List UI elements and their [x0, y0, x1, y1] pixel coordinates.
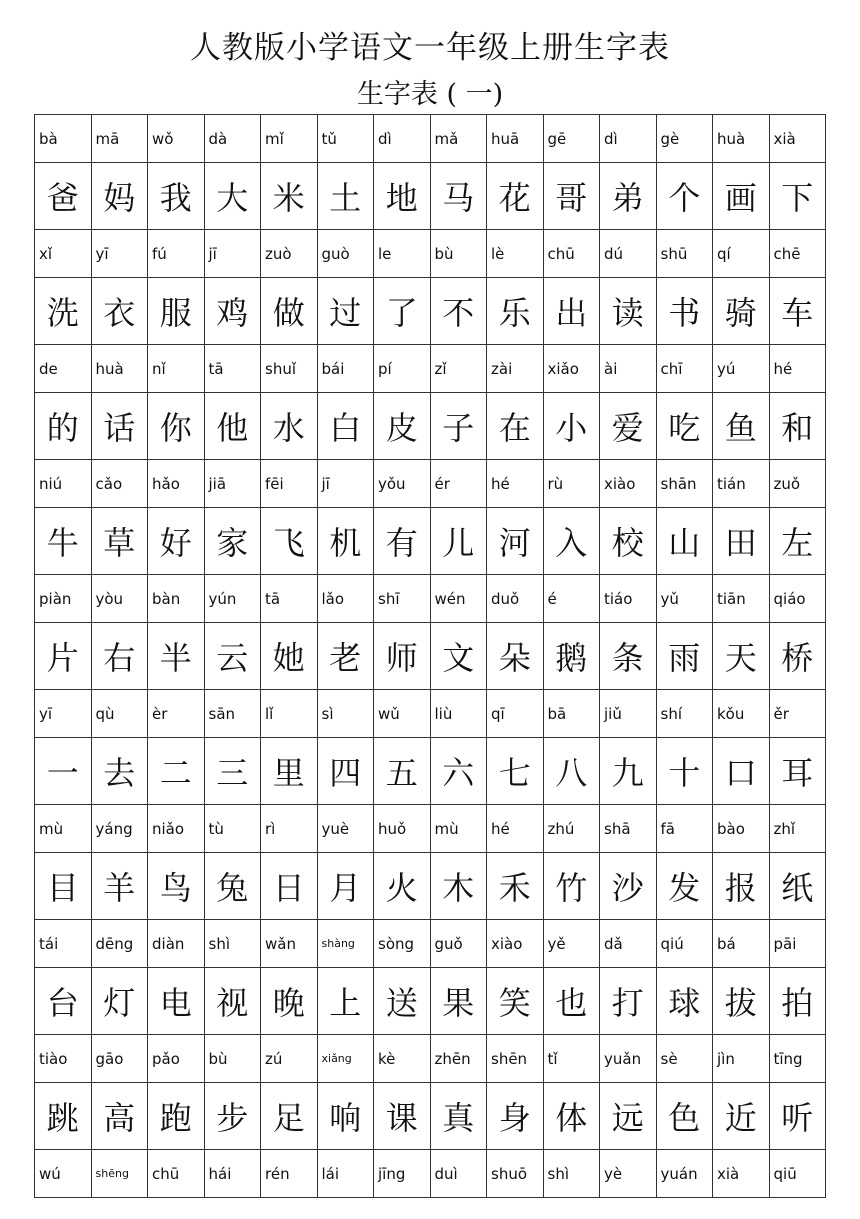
pinyin-cell: hé [769, 345, 826, 393]
pinyin-cell: wǒ [148, 115, 205, 163]
pinyin-row [35, 690, 826, 738]
character-cell: 做 [261, 278, 318, 345]
character-cell: 足 [261, 1083, 318, 1150]
pinyin-cell: nǐ [148, 345, 205, 393]
document-title: 人教版小学语文一年级上册生字表 [190, 30, 670, 66]
pinyin-cell: tiáo [600, 575, 657, 623]
pinyin-cell: kǒu [713, 690, 770, 738]
character-cell: 耳 [769, 738, 826, 805]
character-cell: 月 [317, 853, 374, 920]
pinyin-cell: xǐ [35, 230, 92, 278]
character-cell: 白 [317, 393, 374, 460]
character-cell: 灯 [91, 968, 148, 1035]
character-row [35, 738, 826, 805]
character-cell: 课 [374, 1083, 431, 1150]
pinyin-cell: shēng [91, 1150, 148, 1198]
pinyin-cell: hé [487, 460, 544, 508]
pinyin-cell: bàn [148, 575, 205, 623]
pinyin-cell: dú [600, 230, 657, 278]
pinyin-cell: jī [317, 460, 374, 508]
character-cell: 跳 [35, 1083, 92, 1150]
character-cell: 个 [656, 163, 713, 230]
pinyin-cell: bù [430, 230, 487, 278]
pinyin-cell: shī [374, 575, 431, 623]
character-cell: 过 [317, 278, 374, 345]
pinyin-cell: wǎn [261, 920, 318, 968]
character-cell: 花 [487, 163, 544, 230]
character-cell: 大 [204, 163, 261, 230]
pinyin-cell: jī [204, 230, 261, 278]
character-cell: 家 [204, 508, 261, 575]
character-row [35, 968, 826, 1035]
pinyin-cell: tǔ [317, 115, 374, 163]
pinyin-cell: jìn [713, 1035, 770, 1083]
pinyin-cell: qí [713, 230, 770, 278]
pinyin-cell: guǒ [430, 920, 487, 968]
character-cell: 送 [374, 968, 431, 1035]
character-cell: 口 [713, 738, 770, 805]
character-cell: 听 [769, 1083, 826, 1150]
character-cell: 哥 [543, 163, 600, 230]
pinyin-cell: jīng [374, 1150, 431, 1198]
character-cell: 也 [543, 968, 600, 1035]
pinyin-cell: mǎ [430, 115, 487, 163]
pinyin-cell: qiáo [769, 575, 826, 623]
pinyin-cell: shuǐ [261, 345, 318, 393]
character-cell: 真 [430, 1083, 487, 1150]
pinyin-cell: tián [713, 460, 770, 508]
character-cell: 出 [543, 278, 600, 345]
pinyin-cell: tā [261, 575, 318, 623]
pinyin-cell: zhǐ [769, 805, 826, 853]
pinyin-cell: jiǔ [600, 690, 657, 738]
pinyin-cell: shēn [487, 1035, 544, 1083]
pinyin-cell: dēng [91, 920, 148, 968]
character-row [35, 278, 826, 345]
character-cell: 羊 [91, 853, 148, 920]
character-cell: 桥 [769, 623, 826, 690]
character-cell: 画 [713, 163, 770, 230]
character-cell: 地 [374, 163, 431, 230]
character-cell: 爱 [600, 393, 657, 460]
pinyin-cell: piàn [35, 575, 92, 623]
table-subtitle: 生字表 ( 一) [356, 79, 504, 110]
character-cell: 服 [148, 278, 205, 345]
pinyin-cell: cǎo [91, 460, 148, 508]
pinyin-cell: rén [261, 1150, 318, 1198]
pinyin-cell: pí [374, 345, 431, 393]
character-cell: 衣 [91, 278, 148, 345]
character-cell: 河 [487, 508, 544, 575]
pinyin-cell: tiān [713, 575, 770, 623]
character-row [35, 508, 826, 575]
pinyin-cell: wǔ [374, 690, 431, 738]
character-cell: 弟 [600, 163, 657, 230]
pinyin-cell: shā [600, 805, 657, 853]
pinyin-cell: tiào [35, 1035, 92, 1083]
character-cell: 车 [769, 278, 826, 345]
character-cell: 骑 [713, 278, 770, 345]
pinyin-cell: huǒ [374, 805, 431, 853]
pinyin-cell: yè [600, 1150, 657, 1198]
pinyin-cell: zuò [261, 230, 318, 278]
pinyin-row [35, 460, 826, 508]
pinyin-cell: zuǒ [769, 460, 826, 508]
pinyin-cell: bào [713, 805, 770, 853]
character-cell: 台 [35, 968, 92, 1035]
character-row [35, 853, 826, 920]
pinyin-cell: yǒu [374, 460, 431, 508]
pinyin-cell: yī [91, 230, 148, 278]
character-cell: 半 [148, 623, 205, 690]
character-cell: 禾 [487, 853, 544, 920]
character-cell: 下 [769, 163, 826, 230]
character-cell: 米 [261, 163, 318, 230]
character-cell: 鱼 [713, 393, 770, 460]
pinyin-cell: diàn [148, 920, 205, 968]
pinyin-cell: mā [91, 115, 148, 163]
pinyin-row [35, 1035, 826, 1083]
character-cell: 在 [487, 393, 544, 460]
pinyin-cell: xiǎo [543, 345, 600, 393]
character-cell: 二 [148, 738, 205, 805]
pinyin-cell: xiào [600, 460, 657, 508]
character-cell: 鹅 [543, 623, 600, 690]
pinyin-cell: qù [91, 690, 148, 738]
pinyin-cell: niǎo [148, 805, 205, 853]
character-cell: 七 [487, 738, 544, 805]
character-cell: 乐 [487, 278, 544, 345]
pinyin-cell: pǎo [148, 1035, 205, 1083]
character-cell: 右 [91, 623, 148, 690]
pinyin-cell: xiǎng [317, 1035, 374, 1083]
character-cell: 八 [543, 738, 600, 805]
pinyin-cell: niú [35, 460, 92, 508]
character-cell: 果 [430, 968, 487, 1035]
pinyin-cell: shàng [317, 920, 374, 968]
pinyin-row [35, 230, 826, 278]
pinyin-cell: wén [430, 575, 487, 623]
character-cell: 身 [487, 1083, 544, 1150]
character-cell: 老 [317, 623, 374, 690]
pinyin-cell: hǎo [148, 460, 205, 508]
pinyin-cell: tái [35, 920, 92, 968]
pinyin-cell: zhēn [430, 1035, 487, 1083]
character-cell: 云 [204, 623, 261, 690]
character-cell: 她 [261, 623, 318, 690]
character-cell: 体 [543, 1083, 600, 1150]
pinyin-cell: yuè [317, 805, 374, 853]
pinyin-cell: duì [430, 1150, 487, 1198]
pinyin-cell: huà [713, 115, 770, 163]
character-cell: 球 [656, 968, 713, 1035]
pinyin-cell: shuō [487, 1150, 544, 1198]
pinyin-cell: shū [656, 230, 713, 278]
pinyin-cell: huà [91, 345, 148, 393]
character-cell: 雨 [656, 623, 713, 690]
pinyin-cell: ér [430, 460, 487, 508]
character-cell: 小 [543, 393, 600, 460]
character-cell: 三 [204, 738, 261, 805]
pinyin-cell: lǎo [317, 575, 374, 623]
character-cell: 纸 [769, 853, 826, 920]
character-cell: 拔 [713, 968, 770, 1035]
pinyin-cell: zài [487, 345, 544, 393]
character-cell: 土 [317, 163, 374, 230]
character-cell: 左 [769, 508, 826, 575]
character-cell: 校 [600, 508, 657, 575]
pinyin-cell: shì [204, 920, 261, 968]
pinyin-row [35, 345, 826, 393]
pinyin-cell: yún [204, 575, 261, 623]
pinyin-cell: tù [204, 805, 261, 853]
character-cell: 牛 [35, 508, 92, 575]
character-cell: 发 [656, 853, 713, 920]
character-cell: 好 [148, 508, 205, 575]
character-cell: 响 [317, 1083, 374, 1150]
pinyin-cell: chī [656, 345, 713, 393]
pinyin-cell: fā [656, 805, 713, 853]
character-cell: 田 [713, 508, 770, 575]
character-cell: 洗 [35, 278, 92, 345]
pinyin-cell: shí [656, 690, 713, 738]
pinyin-cell: zǐ [430, 345, 487, 393]
pinyin-cell: bù [204, 1035, 261, 1083]
pinyin-cell: shān [656, 460, 713, 508]
pinyin-row [35, 115, 826, 163]
character-cell: 色 [656, 1083, 713, 1150]
character-cell: 沙 [600, 853, 657, 920]
character-cell: 文 [430, 623, 487, 690]
pinyin-cell: bá [713, 920, 770, 968]
pinyin-cell: chū [148, 1150, 205, 1198]
pinyin-cell: yǔ [656, 575, 713, 623]
pinyin-cell: chē [769, 230, 826, 278]
character-cell: 电 [148, 968, 205, 1035]
character-row [35, 163, 826, 230]
pinyin-cell: dì [600, 115, 657, 163]
character-cell: 妈 [91, 163, 148, 230]
character-cell: 一 [35, 738, 92, 805]
pinyin-cell: mù [35, 805, 92, 853]
pinyin-cell: fēi [261, 460, 318, 508]
character-cell: 天 [713, 623, 770, 690]
character-cell: 里 [261, 738, 318, 805]
pinyin-cell: èr [148, 690, 205, 738]
character-cell: 鸟 [148, 853, 205, 920]
character-cell: 九 [600, 738, 657, 805]
pinyin-cell: mǐ [261, 115, 318, 163]
character-cell: 爸 [35, 163, 92, 230]
pinyin-cell: lái [317, 1150, 374, 1198]
character-cell: 我 [148, 163, 205, 230]
pinyin-cell: zhú [543, 805, 600, 853]
character-cell: 四 [317, 738, 374, 805]
pinyin-cell: bà [35, 115, 92, 163]
pinyin-cell: yòu [91, 575, 148, 623]
pinyin-cell: xià [769, 115, 826, 163]
pinyin-cell: yě [543, 920, 600, 968]
pinyin-row [35, 575, 826, 623]
pinyin-cell: qī [487, 690, 544, 738]
pinyin-cell: lǐ [261, 690, 318, 738]
character-cell: 你 [148, 393, 205, 460]
character-cell: 吃 [656, 393, 713, 460]
pinyin-cell: guò [317, 230, 374, 278]
character-cell: 山 [656, 508, 713, 575]
character-cell: 远 [600, 1083, 657, 1150]
pinyin-cell: rù [543, 460, 600, 508]
character-cell: 和 [769, 393, 826, 460]
character-cell: 飞 [261, 508, 318, 575]
pinyin-cell: zú [261, 1035, 318, 1083]
character-row [35, 623, 826, 690]
pinyin-cell: lè [487, 230, 544, 278]
character-cell: 火 [374, 853, 431, 920]
character-cell: 日 [261, 853, 318, 920]
pinyin-cell: dì [374, 115, 431, 163]
pinyin-cell: ài [600, 345, 657, 393]
character-row [35, 393, 826, 460]
pinyin-cell: kè [374, 1035, 431, 1083]
character-cell: 竹 [543, 853, 600, 920]
character-cell: 入 [543, 508, 600, 575]
pinyin-cell: gāo [91, 1035, 148, 1083]
pinyin-cell: sì [317, 690, 374, 738]
pinyin-cell: yī [35, 690, 92, 738]
character-cell: 有 [374, 508, 431, 575]
character-cell: 十 [656, 738, 713, 805]
character-cell: 鸡 [204, 278, 261, 345]
pinyin-cell: shì [543, 1150, 600, 1198]
character-cell: 马 [430, 163, 487, 230]
character-cell: 高 [91, 1083, 148, 1150]
character-cell: 朵 [487, 623, 544, 690]
character-cell: 的 [35, 393, 92, 460]
pinyin-cell: yuǎn [600, 1035, 657, 1083]
character-cell: 拍 [769, 968, 826, 1035]
character-cell: 皮 [374, 393, 431, 460]
pinyin-row [35, 1150, 826, 1198]
character-cell: 五 [374, 738, 431, 805]
pinyin-cell: bái [317, 345, 374, 393]
pinyin-cell: huā [487, 115, 544, 163]
character-cell: 机 [317, 508, 374, 575]
pinyin-cell: sè [656, 1035, 713, 1083]
pinyin-cell: mù [430, 805, 487, 853]
character-cell: 师 [374, 623, 431, 690]
character-cell: 上 [317, 968, 374, 1035]
character-cell: 视 [204, 968, 261, 1035]
character-cell: 六 [430, 738, 487, 805]
pinyin-row [35, 920, 826, 968]
character-cell: 报 [713, 853, 770, 920]
pinyin-row [35, 805, 826, 853]
pinyin-cell: de [35, 345, 92, 393]
pinyin-cell: pāi [769, 920, 826, 968]
pinyin-cell: ěr [769, 690, 826, 738]
pinyin-cell: gè [656, 115, 713, 163]
pinyin-cell: yáng [91, 805, 148, 853]
character-cell: 跑 [148, 1083, 205, 1150]
character-row [35, 1083, 826, 1150]
pinyin-cell: sān [204, 690, 261, 738]
character-cell: 不 [430, 278, 487, 345]
pinyin-cell: chū [543, 230, 600, 278]
character-cell: 兔 [204, 853, 261, 920]
pinyin-cell: qiū [769, 1150, 826, 1198]
pinyin-cell: le [374, 230, 431, 278]
character-table [34, 114, 826, 1198]
pinyin-cell: fú [148, 230, 205, 278]
pinyin-cell: tā [204, 345, 261, 393]
pinyin-cell: tīng [769, 1035, 826, 1083]
pinyin-cell: jiā [204, 460, 261, 508]
pinyin-cell: yú [713, 345, 770, 393]
character-cell: 水 [261, 393, 318, 460]
character-cell: 片 [35, 623, 92, 690]
pinyin-cell: bā [543, 690, 600, 738]
character-cell: 他 [204, 393, 261, 460]
pinyin-cell: liù [430, 690, 487, 738]
pinyin-cell: wú [35, 1150, 92, 1198]
character-cell: 打 [600, 968, 657, 1035]
character-cell: 步 [204, 1083, 261, 1150]
character-cell: 晚 [261, 968, 318, 1035]
pinyin-cell: qiú [656, 920, 713, 968]
pinyin-cell: hé [487, 805, 544, 853]
character-cell: 笑 [487, 968, 544, 1035]
character-cell: 书 [656, 278, 713, 345]
pinyin-cell: dà [204, 115, 261, 163]
character-cell: 去 [91, 738, 148, 805]
character-cell: 儿 [430, 508, 487, 575]
pinyin-cell: sòng [374, 920, 431, 968]
pinyin-cell: duǒ [487, 575, 544, 623]
character-cell: 草 [91, 508, 148, 575]
character-cell: 目 [35, 853, 92, 920]
character-cell: 条 [600, 623, 657, 690]
pinyin-cell: dǎ [600, 920, 657, 968]
character-cell: 读 [600, 278, 657, 345]
pinyin-cell: é [543, 575, 600, 623]
character-cell: 话 [91, 393, 148, 460]
pinyin-cell: rì [261, 805, 318, 853]
pinyin-cell: gē [543, 115, 600, 163]
character-cell: 近 [713, 1083, 770, 1150]
pinyin-cell: tǐ [543, 1035, 600, 1083]
character-cell: 子 [430, 393, 487, 460]
pinyin-cell: hái [204, 1150, 261, 1198]
character-cell: 了 [374, 278, 431, 345]
pinyin-cell: yuán [656, 1150, 713, 1198]
pinyin-cell: xià [713, 1150, 770, 1198]
character-cell: 木 [430, 853, 487, 920]
pinyin-cell: xiào [487, 920, 544, 968]
